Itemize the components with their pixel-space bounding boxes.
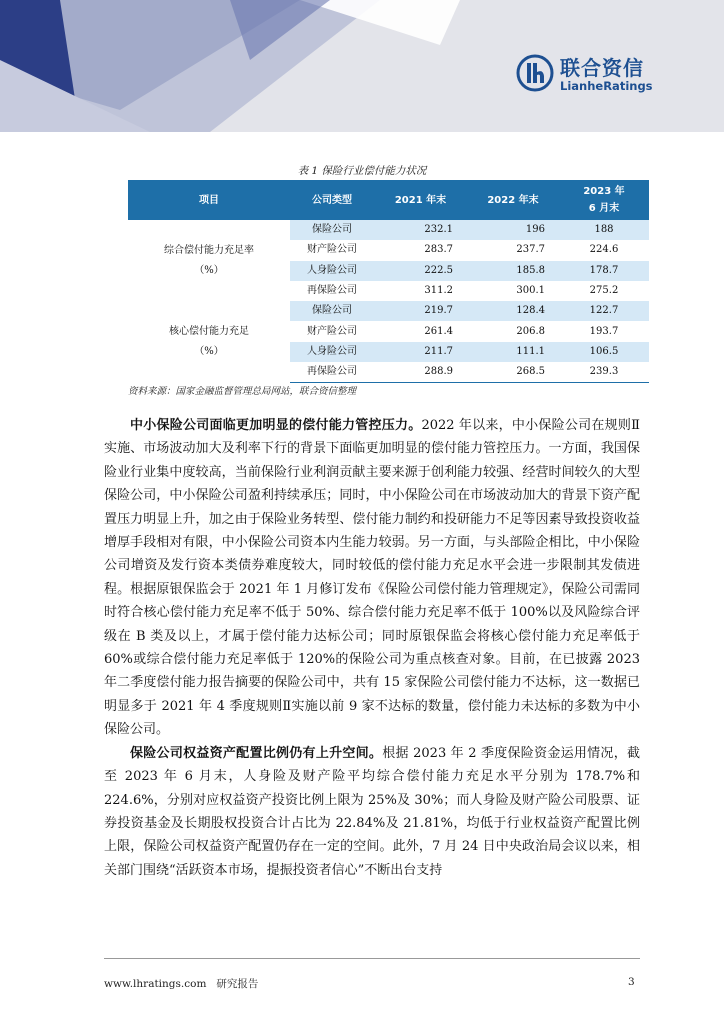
group-label-unit: （%） xyxy=(194,346,224,358)
group-label xyxy=(128,220,290,301)
value-2022-cell: 196 xyxy=(467,220,559,240)
value-2022-cell: 111.1 xyxy=(467,342,559,362)
value-2022-cell: 206.8 xyxy=(516,325,545,337)
value-2021-cell: 311.2 xyxy=(424,285,453,297)
value-2023-cell: 275.2 xyxy=(589,285,619,297)
footer-website[interactable]: www.lhratings.com xyxy=(104,978,207,990)
value-2021-cell: 261.4 xyxy=(424,325,453,337)
footer-left xyxy=(104,976,258,991)
table-row xyxy=(128,301,649,321)
value-2021-cell: 283.7 xyxy=(424,244,453,256)
paragraph-1-lead: 中小保险公司面临更加明显的偿付能力管控压力。 xyxy=(130,418,422,433)
value-2023-cell: 122.7 xyxy=(559,301,649,321)
value-2021-cell: 222.5 xyxy=(374,261,467,281)
value-2022-cell: 300.1 xyxy=(516,285,545,297)
table-body xyxy=(128,220,649,383)
value-2023-cell: 188 xyxy=(559,220,649,240)
value-2023-cell: 239.3 xyxy=(559,362,649,383)
value-2022-cell: 185.8 xyxy=(467,261,559,281)
company-type-cell: 财产险公司 xyxy=(307,325,357,337)
paragraph-1 xyxy=(104,414,640,742)
page-number: 3 xyxy=(628,976,635,988)
value-2021-cell: 288.9 xyxy=(374,362,467,383)
group-label-line1: 综合偿付能力充足率 xyxy=(164,244,254,256)
brand-name-en: LianheRatings xyxy=(560,79,653,93)
value-2023-cell: 193.7 xyxy=(589,325,619,337)
header-item: 项目 xyxy=(128,180,290,220)
group-label xyxy=(128,301,290,383)
paragraph-2-lead: 保险公司权益资产配置比例仍有上升空间。 xyxy=(130,745,383,761)
value-2022-cell: 128.4 xyxy=(467,301,559,321)
value-2023-cell: 224.6 xyxy=(589,244,619,256)
company-type-cell: 人身险公司 xyxy=(290,342,374,362)
value-2021-cell: 232.1 xyxy=(374,220,467,240)
value-2021-cell: 211.7 xyxy=(374,342,467,362)
value-2022-cell: 268.5 xyxy=(467,362,559,383)
company-type-cell: 人身险公司 xyxy=(290,261,374,281)
group-label-unit: （%） xyxy=(194,264,224,276)
value-2023-cell: 106.5 xyxy=(559,342,649,362)
solvency-table xyxy=(128,180,649,383)
body-text xyxy=(104,414,640,882)
footer-report-label: 研究报告 xyxy=(216,978,259,990)
table-source: 资料来源：国家金融监督管理总局网站，联合资信整理 xyxy=(128,386,357,397)
paragraph-1-text: 2022 年以来，中小保险公司在规则Ⅱ实施、市场波动加大及利率下行的背景下面临更加明显的偿付能力管控压力。一方面，我国保险业行业集中度较高，当前保险行业利润贡献主要来源于创利能力较强、经营时间较久的大型保险公司，中小保险公司盈利持续承压；同时，中小保险公司在市场波动加大的背景下资产配置压力明显上升，加之由于保险业务转型、偿付能力制约和投研能力不足等因素导致投资收益增厚手段相对有限，中小保险公司资本内生能力较弱。另一方面，与头部险企相比，中小保险公司增资及发行资本类债券难度较大，同时较低的偿付能力充足水平会进一步限制其发债进程。根据原银保监会于 2021 年 1 月修订发布《保险公司偿付能力管理规定》，保险公司需同时符合核心偿付能力充足率不低于 50%、综合偿付能力充足率不低于 100%以及风险综合评级在 B 类及以上，才属于偿付能力达标公司；同时原银保监会将核心偿付能力充足率低于 60%或综合偿付能力充足率低于 120%的保险公司为重点核查对象。目前，在已披露 2023 年二季度偿付能力报告摘要的保险公司中，共有 15 家保险公司偿付能力不达标，这一数据已明显多于 2021 年 4 季度规则Ⅱ实施以前 9 家不达标的数量，偿付能力未达标的多数为中小保险公司。 xyxy=(104,418,640,738)
table-header-row xyxy=(128,180,649,220)
value-2023-cell: 178.7 xyxy=(559,261,649,281)
brand-name-cn: 联合资信 xyxy=(560,56,644,80)
company-logo xyxy=(516,52,666,100)
paragraph-2 xyxy=(104,742,640,882)
value-2022-cell: 237.7 xyxy=(516,244,545,256)
table-row xyxy=(128,220,649,240)
company-type-cell: 保险公司 xyxy=(290,301,374,321)
company-type-cell: 保险公司 xyxy=(290,220,374,240)
header-2023-june: 2023 年 6 月末 xyxy=(559,180,649,220)
header-2021: 2021 年末 xyxy=(374,180,467,220)
lianhe-logo-icon xyxy=(516,54,554,92)
group-label-line1: 核心偿付能力充足 xyxy=(169,326,249,338)
paragraph-2-text: 根据 2023 年 2 季度保险资金运用情况，截至 2023 年 6 月末，人身险及财产险平均综合偿付能力充足水平分别为 178.7%和 224.6%，分别对应权益资产投资比例上限为 25%及 30%；而人身险及财产险公司股票、证券投资基金及长期股权投资合计占比为 22.84%及 21.81%，均低于行业权益资产配置比例上限，保险公司权益资产配置仍存在一定的空间。此外，7 月 24 日中央政治局会议以来，相关部门围绕“活跃资本市场，提振投资者信心”不断出台支持 xyxy=(104,745,640,878)
value-2021-cell: 219.7 xyxy=(374,301,467,321)
table-caption: 表 1 保险行业偿付能力状况 xyxy=(297,165,427,177)
company-type-cell: 财产险公司 xyxy=(307,244,357,256)
company-type-cell: 再保险公司 xyxy=(307,285,357,297)
header-2022: 2022 年末 xyxy=(467,180,559,220)
header-company-type: 公司类型 xyxy=(290,180,374,220)
company-type-cell: 再保险公司 xyxy=(290,362,374,383)
footer-divider xyxy=(104,958,640,959)
